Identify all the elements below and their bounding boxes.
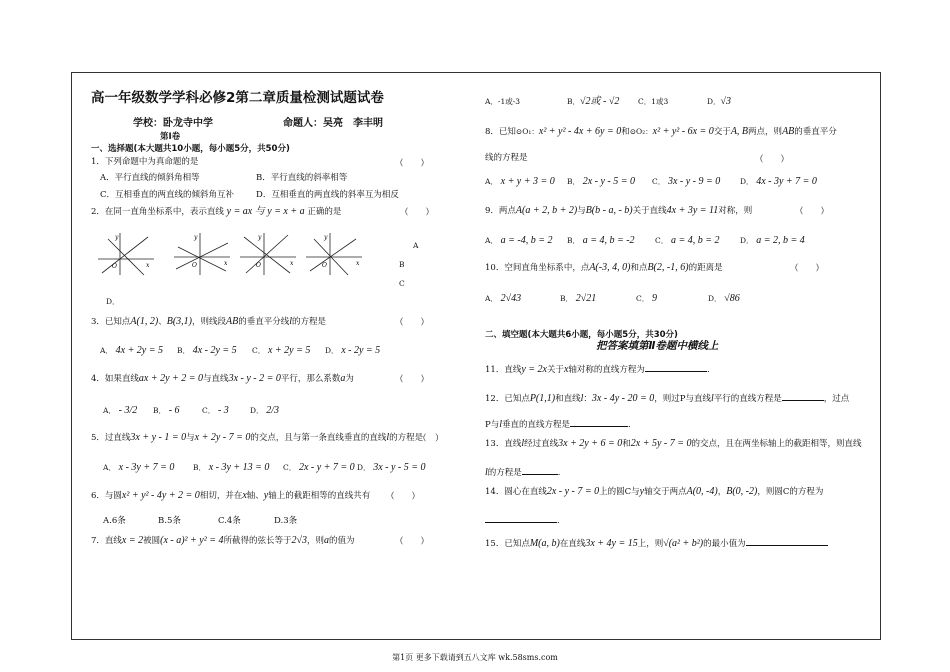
q6-option-d: D.3条 [274, 516, 298, 526]
q1-stem: 1．下列命题中为真命题的是 [91, 157, 199, 167]
q3-stem-a: 3．已知点 [91, 317, 131, 327]
q4-expr-1: ax + 2y + 2 = 0 [138, 373, 204, 384]
q5-expr-1: 3x + y - 1 = 0 [130, 432, 187, 443]
q2-graph-c-x: x [290, 260, 294, 267]
q8-option-a [485, 176, 555, 188]
q7-stem-e: 的值为 [329, 536, 355, 546]
q3-stem-d: 的方程是 [292, 317, 327, 327]
q9-option-c-expr: a = 4, b = 2 [670, 235, 720, 246]
q13-expr-1: 3x + 2y + 6 = 0 [558, 438, 623, 449]
q7-stem [91, 535, 355, 547]
q10-option-a-label: A． [485, 294, 498, 303]
q3-line-l: l [289, 316, 293, 327]
q2-graph-a-origin: O [112, 263, 117, 270]
q12-stem [485, 391, 849, 405]
q5-option-b [193, 462, 269, 474]
q13-stem-a: 13．直线 [485, 439, 522, 449]
q5-option-d-expr: 3x - y - 5 = 0 [373, 462, 426, 473]
q5-option-a [103, 462, 174, 474]
q4-stem-c: 平行，那么系数 [280, 374, 341, 384]
q14-expr-3: B(0, -2) [726, 486, 758, 497]
q2-graph-c [238, 231, 298, 277]
q4-option-a-expr: - 3/2 [118, 405, 138, 416]
q2-stem-b: 正确的是 [307, 207, 342, 217]
q14-expr-1: 2x - y - 7 = 0 [546, 486, 600, 497]
q2-paren: （ ） [400, 208, 435, 218]
q12-line-l2: l [710, 393, 714, 404]
q8-stem-f: 线的方程是 [485, 153, 528, 163]
q4-option-d-expr: 2/3 [266, 405, 279, 416]
q6-option-a: A.6条 [103, 516, 126, 526]
q8-segment: AB [782, 126, 795, 137]
q8-option-b-label: B． [567, 177, 581, 186]
q13-stem-d: 的交点，且在两坐标轴上的截距相等，则直线 [691, 439, 862, 449]
q3-option-b [177, 345, 237, 357]
q2-stem [91, 206, 341, 218]
q11-answer-blank[interactable] [645, 362, 707, 372]
q5-option-b-expr: x - 3y + 13 = 0 [208, 462, 270, 473]
q4-stem [91, 373, 354, 385]
section2-heading: 二、填空题(本大题共6小题，每小题5分，共30分) [485, 330, 678, 340]
q2-graph-a [96, 231, 156, 277]
q2-label-a: A [413, 241, 419, 250]
q5-stem-d: 的方程是 [389, 433, 424, 443]
q5-stem-a: 5．过直线 [91, 433, 131, 443]
q10-option-b-label: B． [560, 294, 574, 303]
q4-option-a-label: A． [103, 406, 116, 415]
q12-answer-blank-1[interactable] [782, 391, 824, 401]
q4-stem-d: 为 [345, 374, 354, 384]
q12-colon: ： [583, 394, 592, 404]
q7-expr-1: x = 2 [121, 535, 144, 546]
q9-expr-1: A(a + 2, b + 2) [515, 205, 578, 216]
q13-line2-l: l [485, 467, 488, 478]
q4-option-c-expr: - 3 [217, 405, 229, 416]
q8-expr-2: x² + y² - 6x = 0 [652, 126, 714, 137]
q5-paren: （ ） [418, 434, 444, 444]
q3-stem [91, 316, 326, 328]
q2-graph-d-y: y [324, 234, 328, 241]
q5-line-l: l [386, 432, 390, 443]
q4-stem-b: 与直线 [203, 374, 229, 384]
q7-option-c: C．1或3 [638, 97, 669, 106]
q9-option-b-expr: a = 4, b = -2 [582, 235, 635, 246]
q1-paren: （ ） [395, 159, 430, 169]
q10-option-c-label: C． [636, 294, 650, 303]
q7-stem-d: ，则 [307, 536, 325, 546]
q9-option-d [740, 235, 805, 247]
q8-circle-2: ⊙O₂： [629, 127, 653, 136]
q12-expr-2: 3x - 4y - 20 = 0 [591, 393, 655, 404]
q9-expr-2: B(b - a, - b) [585, 205, 633, 216]
q10-paren: （ ） [790, 264, 825, 274]
q3-option-d [325, 345, 380, 357]
q5-expr-2: x + 2y - 7 = 0 [194, 432, 251, 443]
q2-graph-a-x: x [146, 262, 150, 269]
q7-option-d [707, 96, 731, 108]
q13-line2 [485, 465, 561, 479]
q7-option-d-label: D． [707, 97, 721, 106]
q9-option-b-label: B． [567, 236, 581, 245]
q1-option-b: B．平行直线的斜率相等 [256, 173, 348, 183]
q15-expr-2: 3x + 4y = 15 [585, 538, 638, 549]
q12-stem-d: 平行的直线方程是 [713, 394, 782, 404]
q9-stem-c: 关于直线 [632, 206, 667, 216]
q3-point-b: B(3,1) [166, 316, 192, 327]
q10-stem-a: 10．空间直角坐标系中，点 [485, 263, 590, 273]
q5-option-d [357, 462, 426, 474]
q3-sep: 、 [158, 317, 167, 327]
q12-stem-a: 12．已知点 [485, 394, 530, 404]
q14-axis-y: y [639, 486, 645, 497]
q8-circle-1: ⊙O₁： [515, 127, 539, 136]
q9-option-c-label: C． [655, 236, 669, 245]
q1-option-c: C．互相垂直的两直线的倾斜角互补 [100, 190, 235, 200]
q10-option-d-expr: √86 [724, 293, 740, 304]
q4-option-b-label: B． [153, 406, 167, 415]
q10-stem-c: 的距离是 [688, 263, 723, 273]
q7-option-d-expr: √3 [720, 96, 732, 107]
q12-line2 [485, 417, 631, 431]
q9-paren: （ ） [795, 207, 830, 217]
q6-expr-1: x² + y² - 4y + 2 = 0 [121, 490, 200, 501]
q8-option-b [567, 176, 635, 188]
q11-stem-c: 轴对称的直线方程为 [568, 365, 645, 375]
q3-option-b-expr: 4x - 2y = 5 [192, 345, 237, 356]
q10-option-a [485, 293, 521, 305]
q12-stem-c: ，则过P与直线 [654, 394, 711, 404]
q9-option-d-label: D． [740, 236, 754, 245]
q10-option-b-expr: 2√21 [575, 293, 597, 304]
q4-option-c [202, 405, 229, 417]
section1-heading: 一、选择题(本大题共10小题，每小题5分，共50分) [91, 144, 290, 154]
q14-stem-d: ，则圆C的方程为 [757, 487, 824, 497]
q1-option-d: D．互相垂直的两直线的斜率互为相反 [256, 190, 399, 200]
q9-stem-a: 9．两点 [485, 206, 516, 216]
q4-paren: （ ） [395, 375, 430, 385]
q4-expr-2: 3x - y - 2 = 0 [228, 373, 281, 384]
q12-line-l3: l [499, 419, 503, 430]
q14-line2 [485, 513, 560, 527]
section2-notice: 把答案填第Ⅱ卷题中横线上 [596, 340, 719, 352]
q8-stem-e: 的垂直平分 [794, 127, 837, 137]
q9-option-b [567, 235, 635, 247]
q8-option-c-expr: 3x - y - 9 = 0 [667, 176, 721, 187]
q3-option-d-expr: x - 2y = 5 [341, 345, 381, 356]
q13-stem-b: 经过直线 [524, 439, 559, 449]
q6-stem-c: 轴、 [246, 491, 264, 501]
q2-graph-d-origin: O [322, 262, 327, 269]
q15-stem-c: 上，则 [637, 539, 664, 549]
q7-expr-2: (x - a)² + y² = 4 [160, 535, 224, 546]
q6-stem-d: 轴上的截距相等的直线共有 [268, 491, 371, 501]
q3-option-c-label: C． [252, 346, 266, 355]
q1-option-a: A．平行直线的倾斜角相等 [100, 173, 200, 183]
q2-graph-d [304, 231, 364, 277]
q2-graph-c-y: y [258, 234, 262, 241]
q4-coef-a: a [340, 373, 346, 384]
q3-stem-b: ，则线段 [192, 317, 227, 327]
q9-option-a-label: A． [485, 236, 498, 245]
q11-stem-a: 11．直线 [485, 365, 522, 375]
q10-option-c-expr: 9 [651, 293, 657, 304]
q15-expr-3: √(a² + b²) [663, 538, 704, 549]
q12-line-l: l [580, 393, 584, 404]
q15-answer-blank[interactable] [746, 536, 828, 546]
q9-option-a-expr: a = -4, b = 2 [500, 235, 553, 246]
q13-answer-blank[interactable] [522, 465, 558, 475]
q8-option-d-expr: 4x - 3y + 7 = 0 [756, 176, 817, 187]
volume-label: 第Ⅰ卷 [160, 132, 181, 142]
q4-option-c-label: C． [202, 406, 216, 415]
q2-graph-d-x: x [356, 260, 360, 267]
q2-label-c: C [399, 279, 405, 288]
q8-option-c [652, 176, 720, 188]
q7-var-a: a [324, 535, 330, 546]
q12-expr-1: P(1,1) [529, 393, 556, 404]
q7-stem-a: 7．直线 [91, 536, 122, 546]
q13-stem [485, 438, 861, 450]
q13-expr-2: 2x + 5y - 7 = 0 [630, 438, 692, 449]
q2-stem-a: 2．在同一直角坐标系中，表示直线 [91, 207, 224, 217]
q6-stem-a: 6．与圆 [91, 491, 122, 501]
q15-stem-a: 15．已知点 [485, 539, 530, 549]
page-footer: 第1页 更多下载请到五八文库 wk.58sms.com [392, 653, 558, 662]
q6-stem-b: 相切，并在 [199, 491, 243, 501]
q8-expr-1: x² + y² - 4x + 6y = 0 [538, 126, 622, 137]
q14-stem-a: 14．圆心在直线 [485, 487, 547, 497]
q2-graph-b-x: x [224, 260, 228, 267]
q5-stem-c: 的交点，且与第一条直线垂直的直线 [250, 433, 387, 443]
q14-expr-2: A(0, -4) [686, 486, 718, 497]
q15-expr-1: M(a, b) [529, 538, 560, 549]
q5-option-c [283, 462, 355, 474]
q10-expr-2: B(2, -1, 6) [647, 262, 689, 273]
q10-option-d [708, 293, 740, 305]
q9-expr-3: 4x + 3y = 11 [666, 205, 719, 216]
q5-stem [91, 432, 423, 444]
q10-stem [485, 262, 723, 274]
q12-stem-b: 和直线 [555, 394, 581, 404]
q5-option-c-label: C． [283, 463, 297, 472]
q4-stem-a: 4．如果直线 [91, 374, 139, 384]
q6-paren: （ ） [386, 492, 421, 502]
q6-option-b: B.5条 [158, 516, 181, 526]
q9-stem-d: 对称，则 [718, 206, 753, 216]
q5-option-a-label: A． [103, 463, 116, 472]
q10-stem-b: 和点 [630, 263, 648, 273]
q14-answer-blank[interactable] [485, 513, 557, 523]
q10-expr-1: A(-3, 4, 0) [589, 262, 631, 273]
q2-expr: y = ax 与 y = x + a [226, 206, 305, 217]
q11-axis-x: x [563, 364, 569, 375]
q12-answer-blank-2[interactable] [570, 417, 628, 427]
q7-option-a: A．-1或-3 [485, 97, 521, 106]
q7-option-b-expr: √2或 - √2 [580, 96, 620, 107]
q4-option-d [250, 405, 279, 417]
q4-option-d-label: D． [250, 406, 264, 415]
q7-option-b-label: B． [567, 97, 581, 106]
q8-paren: （ ） [755, 155, 790, 165]
q14-stem-b: 上的圆C与 [599, 487, 640, 497]
q3-option-a-label: A． [100, 346, 113, 355]
q14-stem [485, 486, 823, 498]
q7-stem-b: 被圆 [143, 536, 161, 546]
q10-option-c [636, 293, 657, 305]
q12-line2-b: 垂直的直线方程是 [502, 420, 571, 430]
q5-option-a-expr: x - 3y + 7 = 0 [118, 462, 175, 473]
school-line: 学校：卧龙寺中学 [133, 118, 213, 129]
q5-stem-b: 与 [186, 433, 195, 443]
q8-stem [485, 126, 837, 138]
q4-option-b-expr: - 6 [168, 405, 180, 416]
q3-option-c [252, 345, 310, 357]
q11-stem [485, 362, 710, 376]
q3-option-c-expr: x + 2y = 5 [267, 345, 311, 356]
q14-sep: ， [717, 487, 727, 497]
authors-line: 命题人：吴亮 李丰明 [283, 118, 383, 129]
q3-option-d-label: D． [325, 346, 339, 355]
q10-option-a-expr: 2√43 [500, 293, 522, 304]
q8-option-d-label: D． [740, 177, 754, 186]
q8-option-a-expr: x + y + 3 = 0 [500, 176, 555, 187]
q9-stem [485, 205, 752, 217]
q9-stem-b: 与 [577, 206, 586, 216]
q13-line2-text: 的方程是 [487, 468, 522, 478]
q2-graph-b-origin: O [192, 262, 197, 269]
q15-stem-b: 在直线 [559, 539, 586, 549]
q9-option-a [485, 235, 552, 247]
q13-stem-c: 和 [622, 439, 631, 449]
q10-option-d-label: D． [708, 294, 722, 303]
q3-option-a [100, 345, 163, 357]
q12-stem-e: ，过点 [823, 394, 850, 404]
q13-end: . [557, 468, 561, 478]
q3-segment: AB [226, 316, 239, 327]
q2-graph-b-y: y [194, 234, 198, 241]
q8-stem-a: 8．已知 [485, 127, 516, 137]
q8-stem-c: 交于 [713, 127, 731, 137]
q3-stem-c: 的垂直平分线 [238, 317, 290, 327]
q9-option-d-expr: a = 2, b = 4 [756, 235, 805, 246]
q8-option-b-expr: 2x - y - 5 = 0 [582, 176, 636, 187]
q6-axis-x: x [242, 490, 247, 501]
q4-option-a [103, 405, 137, 417]
q7-option-b [567, 96, 619, 108]
q6-axis-y: y [263, 490, 269, 501]
q8-points: A, B [730, 126, 749, 137]
q11-end: . [706, 365, 710, 375]
q7-stem-c: 所截得的弦长等于 [223, 536, 292, 546]
q15-stem [485, 536, 828, 550]
q5-option-d-label: D． [357, 463, 371, 472]
q2-graph-c-origin: O [256, 262, 261, 269]
q8-option-a-label: A． [485, 177, 498, 186]
q3-point-a: A(1, 2) [130, 316, 159, 327]
q8-stem-b: 和 [621, 127, 630, 137]
q8-option-d [740, 176, 817, 188]
q15-stem-d: 的最小值为 [703, 539, 746, 549]
q10-option-b [560, 293, 596, 305]
q8-option-c-label: C． [652, 177, 666, 186]
q8-stem-d: 两点，则 [748, 127, 783, 137]
q14-stem-c: 轴交于两点 [644, 487, 687, 497]
q3-paren: （ ） [395, 318, 430, 328]
q5-option-c-expr: 2x - y + 7 = 0 [298, 462, 355, 473]
q9-option-c [655, 235, 719, 247]
q11-expr-1: y = 2x [521, 364, 547, 375]
q2-label-d: D． [106, 297, 120, 306]
q7-paren: （ ） [395, 537, 430, 547]
q3-option-a-expr: 4x + 2y = 5 [115, 345, 163, 356]
q12-line2-a: P与 [485, 420, 500, 430]
q6-option-c: C.4条 [218, 516, 241, 526]
q12-end: . [628, 420, 631, 430]
q2-label-b: B [399, 260, 405, 269]
q6-stem [91, 490, 370, 502]
q2-graph-a-y: y [115, 234, 119, 241]
q11-stem-b: 关于 [546, 365, 564, 375]
q3-option-b-label: B． [177, 346, 191, 355]
q4-option-b [153, 405, 180, 417]
q7-expr-3: 2√3 [291, 535, 307, 546]
q2-graph-b [172, 231, 232, 277]
q13-line-l: l [521, 438, 525, 449]
q5-option-b-label: B． [193, 463, 207, 472]
q14-end: . [557, 516, 560, 526]
exam-title: 高一年级数学学科必修2第二章质量检测试题试卷 [91, 90, 384, 106]
